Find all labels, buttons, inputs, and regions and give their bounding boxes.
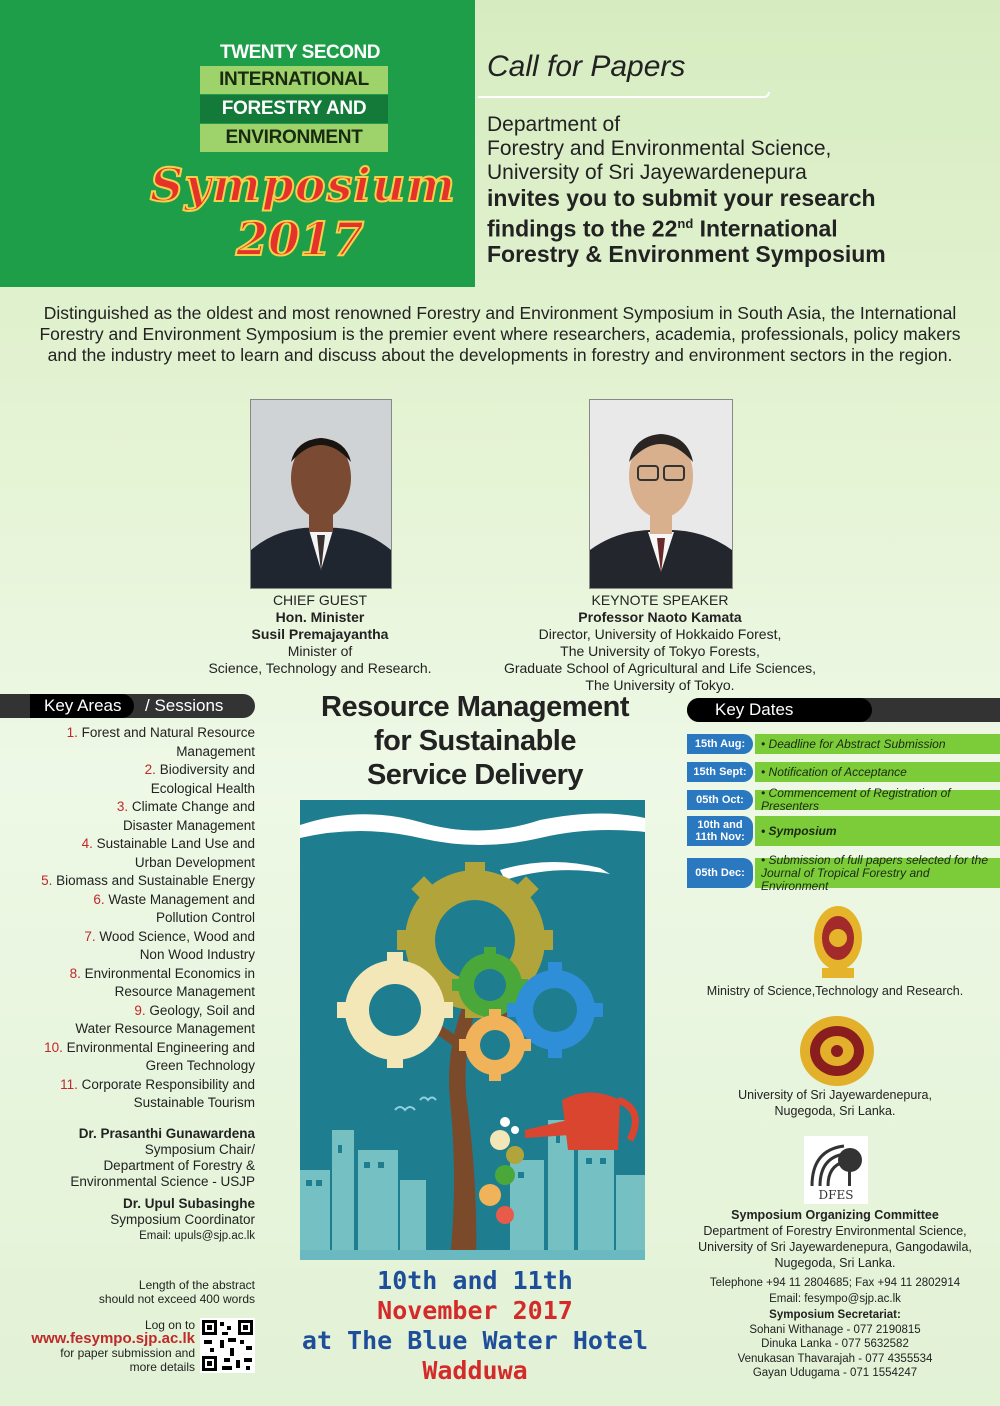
key-area-item	[20, 928, 255, 947]
key-date-date: 10th and 11th Nov:	[687, 816, 753, 846]
chair-line: Symposium Chair/	[144, 1142, 255, 1157]
key-area-label-cont: Green Technology	[145, 1058, 255, 1073]
key-area-item	[20, 835, 255, 854]
key-date-description: • Deadline for Abstract Submission	[755, 734, 1000, 754]
website-link[interactable]: www.fesympo.sjp.ac.lk	[31, 1330, 195, 1347]
event-date-line: 10th and 11th	[377, 1266, 573, 1295]
key-date-row	[687, 734, 1000, 754]
theme-illustration	[300, 800, 645, 1260]
event-venue-line: Wadduwa	[422, 1356, 528, 1385]
theme-title	[290, 690, 660, 792]
key-area-item	[20, 761, 255, 780]
guest-name: Susil Premajayantha	[251, 626, 389, 642]
key-date-date: 15th Sept:	[687, 762, 753, 782]
key-date-row	[687, 762, 1000, 782]
dept-line: University of Sri Jayewardenepura	[487, 161, 807, 184]
key-area-item	[20, 965, 255, 984]
portrait-icon	[590, 400, 732, 588]
committee-line: University of Sri Jayewardenepura, Gangodawila,	[698, 1240, 972, 1254]
logon-line: for paper submission and	[60, 1346, 195, 1360]
key-area-label: Environmental Engineering and	[66, 1039, 255, 1055]
title-band-forestry: FORESTRY AND	[200, 95, 388, 123]
key-date-row	[687, 852, 1000, 893]
coordinator-email: Email: upuls@sjp.ac.lk	[139, 1230, 255, 1242]
chief-guest-photo	[250, 399, 392, 589]
secretariat-member: Gayan Udugama - 071 1554247	[752, 1367, 918, 1379]
organizing-committee	[690, 1207, 980, 1307]
key-date-description: • Notification of Acceptance	[755, 762, 1000, 782]
abstract-note	[20, 1278, 255, 1306]
key-date-description: • Symposium	[755, 816, 1000, 846]
key-area-label-cont: Resource Management	[114, 984, 255, 999]
university-address	[700, 1087, 970, 1119]
portrait-icon	[251, 400, 391, 588]
invite-line: Forestry & Environment Symposium	[487, 240, 886, 267]
key-areas-list	[20, 724, 255, 1113]
logon-line: more details	[129, 1360, 195, 1374]
key-area-number: 7.	[84, 928, 96, 944]
dept-line: Department of	[487, 113, 621, 136]
key-area-label: Geology, Soil and	[149, 1002, 255, 1018]
dfes-logo-text: DFES	[818, 1188, 854, 1202]
ordinal-suffix: nd	[677, 216, 694, 231]
university-logo-icon	[798, 1014, 876, 1088]
gear-tree-icon	[300, 800, 645, 1260]
chair-line: Environmental Science - USJP	[70, 1174, 255, 1189]
note-line: Length of the abstract	[138, 1278, 255, 1292]
key-area-item	[20, 891, 255, 910]
key-area-item	[20, 1039, 255, 1058]
key-date-description: • Submission of full papers selected for the Journal of Tropical Forestry and Environment	[755, 858, 1000, 888]
key-area-number: 2.	[144, 762, 156, 777]
key-area-label: Sustainable Land Use and	[96, 836, 255, 851]
event-date-line: November 2017	[377, 1296, 573, 1325]
sri-lanka-emblem-icon	[812, 902, 864, 980]
university-line: Nugegoda, Sri Lanka.	[774, 1104, 896, 1118]
key-date-row	[687, 786, 1000, 813]
symposium-wordmark: Symposium	[150, 158, 456, 212]
key-date-date: 05th Oct:	[687, 790, 753, 810]
key-area-label: Waste Management and	[108, 891, 255, 907]
note-line: should not exceed 400 words	[98, 1292, 255, 1306]
keynote-speaker-info	[470, 592, 850, 694]
key-area-item	[20, 1076, 255, 1095]
university-line: University of Sri Jayewardenepura,	[738, 1088, 932, 1102]
organizers-block	[20, 1126, 255, 1244]
chief-guest-info	[200, 592, 440, 677]
secretariat-title: Symposium Secretariat:	[769, 1309, 901, 1321]
key-area-item	[20, 798, 255, 817]
key-area-number: 10.	[44, 1039, 63, 1055]
key-area-label: Corporate Responsibility and	[81, 1076, 255, 1092]
key-area-number: 6.	[93, 891, 105, 907]
key-areas-tab: Key Areas	[30, 694, 134, 718]
committee-phone: Telephone +94 11 2804685; Fax +94 11 2802914	[709, 1277, 961, 1289]
key-area-item	[20, 724, 255, 743]
twenty-second-label: TWENTY SECOND	[220, 42, 380, 63]
key-area-number: 1.	[66, 725, 78, 740]
key-area-label: Forest and Natural Resource	[81, 725, 255, 740]
invitation-text	[487, 186, 987, 267]
secretariat-member: Dinuka Lanka - 077 5632582	[761, 1338, 909, 1350]
key-area-number: 9.	[134, 1002, 146, 1018]
key-area-label-cont: Pollution Control	[155, 910, 255, 925]
title-band-environment: ENVIRONMENT	[200, 124, 388, 152]
secretariat	[700, 1308, 970, 1381]
logon-block	[20, 1318, 195, 1374]
theme-line: Service Delivery	[366, 759, 584, 791]
key-date-row	[687, 816, 1000, 846]
key-area-label-cont: Disaster Management	[122, 817, 255, 833]
dfes-logo-icon	[804, 1136, 868, 1204]
invite-line: invites you to submit your research	[487, 185, 876, 211]
key-area-number: 11.	[60, 1076, 78, 1092]
heading-underline	[478, 92, 770, 98]
event-venue-line: at The Blue Water Hotel	[301, 1326, 649, 1355]
key-area-item	[20, 872, 255, 891]
coordinator-name: Dr. Upul Subasinghe	[122, 1196, 255, 1211]
theme-line: for Sustainable	[374, 725, 576, 757]
key-area-number: 3.	[116, 799, 129, 814]
chair-name: Dr. Prasanthi Gunawardena	[78, 1126, 255, 1141]
guest-line: Minister of	[287, 643, 353, 659]
key-area-label-cont: Sustainable Tourism	[133, 1095, 255, 1110]
committee-title: Symposium Organizing Committee	[731, 1208, 939, 1222]
key-area-label-cont: Urban Development	[134, 854, 255, 870]
ministry-name: Ministry of Science,Technology and Research.	[706, 984, 964, 998]
department-name	[487, 113, 831, 185]
key-area-label-cont: Ecological Health	[150, 780, 255, 796]
key-area-label-cont: Non Wood Industry	[139, 947, 255, 962]
key-date-date: 05th Dec:	[687, 858, 753, 888]
speaker-line: Director, University of Hokkaido Forest,	[538, 626, 782, 642]
logon-line: Log on to	[144, 1318, 195, 1332]
key-date-date: 15th Aug:	[687, 734, 753, 754]
key-area-label-cont: Water Resource Management	[75, 1021, 255, 1036]
intro-paragraph: Distinguished as the oldest and most renowned Forestry and Environment Symposium in South Asia, the International Forestry and Environment Symposium is the premier event where researchers, academia, professionals, policy makers and the industry meet to learn and discuss about the developments in forestry and environment sectors in the region.	[39, 303, 961, 365]
guest-role: CHIEF GUEST	[272, 592, 368, 608]
speaker-line: The University of Tokyo.	[585, 677, 735, 693]
invite-part: International	[693, 215, 838, 242]
key-area-item	[20, 1002, 255, 1021]
event-date-venue	[290, 1266, 660, 1386]
guest-line: Science, Technology and Research.	[208, 660, 432, 676]
committee-email: Email: fesympo@sjp.ac.lk	[769, 1293, 901, 1305]
key-area-label: Biodiversity and	[159, 762, 255, 777]
dept-line: Forestry and Environmental Science,	[487, 137, 832, 160]
key-date-description: • Commencement of Registration of Presenters	[755, 790, 1000, 810]
speaker-line: The University of Tokyo Forests,	[560, 643, 760, 659]
committee-line: Nugegoda, Sri Lanka.	[774, 1256, 896, 1270]
committee-line: Department of Forestry Environmental Science,	[703, 1224, 967, 1238]
key-area-label: Biomass and Sustainable Energy	[56, 873, 255, 888]
key-area-label: Environmental Economics in	[84, 965, 255, 981]
coordinator-role: Symposium Coordinator	[110, 1212, 255, 1227]
title-band-international: INTERNATIONAL	[200, 66, 388, 94]
key-area-number: 5.	[41, 873, 53, 888]
key-dates-tab: Key Dates	[687, 698, 872, 722]
speaker-role: KEYNOTE SPEAKER	[591, 592, 729, 608]
symposium-year: 2017	[235, 212, 365, 266]
chair-line: Department of Forestry &	[103, 1158, 255, 1173]
qr-code-icon[interactable]	[200, 1318, 255, 1373]
invite-part: findings to the 22	[487, 215, 678, 242]
secretariat-member: Sohani Withanage - 077 2190815	[749, 1323, 921, 1336]
speaker-line: Graduate School of Agricultural and Life Sciences,	[503, 660, 817, 676]
sessions-label: / Sessions	[145, 696, 224, 715]
key-area-label-cont: Management	[176, 743, 255, 759]
key-area-label: Climate Change and	[131, 799, 255, 814]
key-area-number: 8.	[69, 965, 81, 981]
invite-line	[487, 211, 987, 242]
key-area-number: 4.	[81, 836, 93, 851]
speaker-name: Professor Naoto Kamata	[578, 609, 742, 625]
call-for-papers-heading: Call for Papers	[487, 50, 686, 83]
key-area-label: Wood Science, Wood and	[99, 928, 255, 944]
theme-line: Resource Management	[321, 691, 629, 723]
guest-title: Hon. Minister	[275, 609, 365, 625]
secretariat-member: Venukasan Thavarajah - 077 4355534	[737, 1352, 933, 1365]
keynote-speaker-photo	[589, 399, 733, 589]
